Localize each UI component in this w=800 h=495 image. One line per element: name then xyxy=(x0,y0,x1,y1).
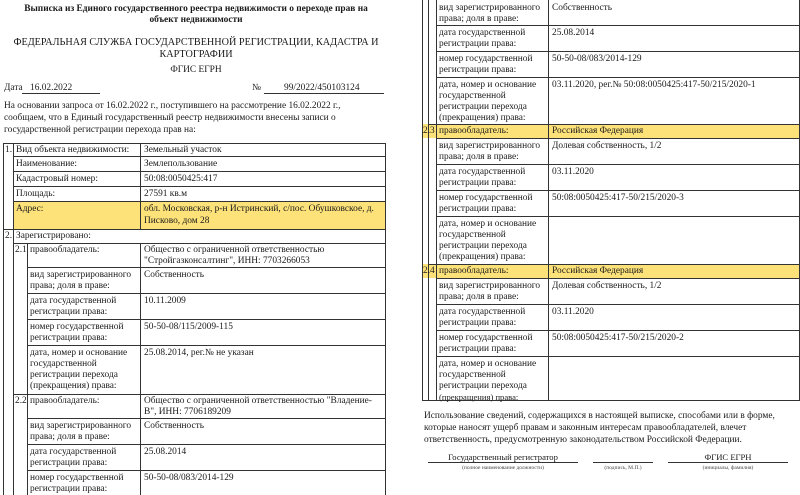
record-2-1-basis-label-line4: (прекращения) права: xyxy=(30,381,117,391)
record-2-1-holder-value-line1: Общество с ограниченной ответственностью xyxy=(144,245,325,255)
number-label: № xyxy=(252,83,261,93)
record-2-4-basis-label-line4: (прекращения) права: xyxy=(439,392,519,402)
record-2-3-holder-label: правообладатель: xyxy=(439,126,509,136)
intro-line3: государственной регистрации перехода прав на: xyxy=(4,125,196,135)
signer-position: Государственный регистратор xyxy=(448,452,558,462)
record-2-3-date-label-line1: дата государственной xyxy=(439,167,526,177)
date-value: 16.02.2022 xyxy=(30,83,73,93)
record-2-4-kind-label-line2: права; доля в праве: xyxy=(439,292,519,302)
signature-caption: (подпись, М.П.) xyxy=(604,465,642,471)
record-2-1-number: 2.1 xyxy=(15,245,27,255)
record-2-3-basis-label-line3: регистрации перехода xyxy=(439,241,527,251)
number-underline xyxy=(264,93,384,94)
record-2-1-holder-value-line2: "Стройгазконсалтинг", ИНН: 7703266053 xyxy=(144,256,310,266)
cont-2-2-basis-label-line1: дата, номер и основание xyxy=(439,80,537,90)
record-2-3-basis-label-line4: (прекращения) права: xyxy=(439,252,526,262)
right-page xyxy=(408,0,800,495)
record-2-1-regnum-value: 50-50-08/115/2009-115 xyxy=(144,322,233,332)
record-2-1-basis-value: 25.08.2014, рег.№ не указан xyxy=(144,348,254,358)
section2-number: 2. xyxy=(5,231,13,241)
address-value-line1: обл. Московская, р-н Истринский, с/пос. Обушковское, д. xyxy=(144,204,374,214)
signer-position-caption: (полное наименование должности) xyxy=(462,465,544,471)
object-type-label: Вид объекта недвижимости: xyxy=(16,145,130,155)
record-2-2-date-label-line1: дата государственной xyxy=(30,447,117,457)
record-2-1-regnum-label-line1: номер государственной xyxy=(30,322,124,332)
record-2-3-basis-label-line2: государственной xyxy=(439,230,506,240)
record-2-1-kind-label-line2: права; доля в праве: xyxy=(30,281,110,291)
cont-2-2-basis-label-line3: регистрации перехода xyxy=(439,102,527,112)
record-2-1-holder-label: правообладатель: xyxy=(30,245,100,255)
record-2-4-kind-value: Долевая собственность, 1/2 xyxy=(552,281,662,291)
footer-notice-line3: ответственность, предусмотренную законодательством Российской Федерации. xyxy=(424,435,742,445)
record-2-4-date-label-line2: регистрации права: xyxy=(439,318,517,328)
cont-2-2-regnum-value: 50-50-08/083/2014-129 xyxy=(552,54,642,64)
record-2-2-kind-value: Собственность xyxy=(144,421,204,431)
cont-2-2-basis-label-line4: (прекращения) права: xyxy=(439,113,526,123)
record-2-1-date-label-line2: регистрации права: xyxy=(30,307,108,317)
system-name: ФГИС ЕГРН xyxy=(170,65,222,75)
signer-system: ФГИС ЕГРН xyxy=(704,452,752,462)
address-label: Адрес: xyxy=(16,204,44,214)
record-2-2-date-label-line2: регистрации права: xyxy=(30,458,108,468)
record-2-2-regnum-value: 50-50-08/083/2014-129 xyxy=(144,473,234,483)
record-2-2-kind-label-line1: вид зарегистрированного xyxy=(30,421,132,431)
intro-line2: сообщаем, что в Единый государственный реестр недвижимости внесены записи о xyxy=(4,113,336,123)
record-2-3-regnum-value: 50:08:0050425:417-50/215/2020-3 xyxy=(552,193,684,203)
record-2-3-kind-label-line2: права; доля в праве: xyxy=(439,152,519,162)
name-label: Наименование: xyxy=(16,159,78,169)
footer-notice-line1: Использование сведений, содержащихся в настоящей выписке, способами или в форме, xyxy=(424,411,775,421)
date-label: Дата xyxy=(4,83,23,93)
name-value: Землепользование xyxy=(144,159,218,169)
record-2-1-regnum-label-line2: регистрации права: xyxy=(30,333,108,343)
cont-2-2-date-value: 25.08.2014 xyxy=(552,28,595,38)
record-2-4-regnum-label-line2: регистрации права: xyxy=(439,344,517,354)
cont-2-2-kind-label-line1: вид зарегистрированного xyxy=(439,3,541,13)
object-type-value: Земельный участок xyxy=(144,145,222,155)
cadastral-label: Кадастровый номер: xyxy=(16,174,98,184)
left-page xyxy=(0,0,392,495)
page-gap xyxy=(392,0,408,495)
footer-notice-line2: которые наносят ущерб правам и законным интересам правообладателей, влечет xyxy=(424,423,747,433)
record-2-1-kind-value: Собственность xyxy=(144,270,204,280)
cont-2-2-basis-label-line2: государственной xyxy=(439,91,506,101)
record-2-2-holder-label: правообладатель: xyxy=(30,396,100,406)
record-2-4-basis-label-line2: государственной xyxy=(439,370,506,380)
record-2-1-date-value: 10.11.2009 xyxy=(144,296,186,306)
record-2-4-date-label-line1: дата государственной xyxy=(439,307,526,317)
record-2-2-kind-label-line2: права; доля в праве: xyxy=(30,432,110,442)
signer-name-line xyxy=(668,462,788,463)
record-2-4-holder-value: Российская Федерация xyxy=(552,266,644,276)
record-2-3-number: 2.3 xyxy=(423,126,435,136)
signature-line xyxy=(593,462,653,463)
record-2-3-kind-value: Долевая собственность, 1/2 xyxy=(552,141,662,151)
record-2-3-regnum-label-line2: регистрации права: xyxy=(439,204,517,214)
record-2-4-date-value: 03.11.2020 xyxy=(552,307,594,317)
record-2-1-basis-label-line2: государственной xyxy=(30,359,97,369)
record-2-3-kind-label-line1: вид зарегистрированного xyxy=(439,141,541,151)
record-2-4-regnum-value: 50:08:0050425:417-50/215/2020-2 xyxy=(552,333,684,343)
number-value: 99/2022/450103124 xyxy=(284,83,360,93)
cadastral-value: 50:08:0050425:417 xyxy=(144,174,218,184)
record-2-4-number: 2.4 xyxy=(423,266,435,276)
date-underline xyxy=(22,93,100,94)
area-label: Площадь: xyxy=(16,189,56,199)
cont-2-2-regnum-label-line2: регистрации права: xyxy=(439,65,517,75)
record-2-3-basis-label-line1: дата, номер и основание xyxy=(439,219,537,229)
record-2-3-date-label-line2: регистрации права: xyxy=(439,178,517,188)
document-title-line1: Выписка из Единого государственного реестра недвижимости о переходе прав на xyxy=(24,4,368,14)
registered-label: Зарегистрировано: xyxy=(16,231,91,241)
record-2-3-regnum-label-line1: номер государственной xyxy=(439,193,533,203)
record-2-4-kind-label-line1: вид зарегистрированного xyxy=(439,281,541,291)
intro-line1: На основании запроса от 16.02.2022 г., поступившего на рассмотрение 16.02.2022 г., xyxy=(4,101,341,111)
signer-position-line xyxy=(428,462,578,463)
signer-name-caption: (инициалы, фамилия) xyxy=(702,465,754,471)
section1-number: 1. xyxy=(5,145,13,155)
cont-2-2-kind-value: Собственность xyxy=(552,3,612,13)
record-2-1-basis-label-line3: регистрации перехода xyxy=(30,370,118,380)
cont-2-2-date-label-line2: регистрации права: xyxy=(439,39,517,49)
document-title-line2: объект недвижимости xyxy=(149,15,243,25)
record-2-1-basis-label-line1: дата, номер и основание xyxy=(30,348,128,358)
cont-2-2-kind-label-line2: права; доля в праве: xyxy=(439,14,519,24)
cont-2-2-regnum-label-line1: номер государственной xyxy=(439,54,533,64)
record-2-1-date-label-line1: дата государственной xyxy=(30,296,117,306)
agency-name-line1: ФЕДЕРАЛЬНАЯ СЛУЖБА ГОСУДАРСТВЕННОЙ РЕГИСТРАЦИИ, КАДАСТРА И xyxy=(13,37,379,48)
address-value-line2: Писково, дом 28 xyxy=(144,216,210,226)
record-2-2-date-value: 25.08.2014 xyxy=(144,447,187,457)
record-2-3-holder-value: Российская Федерация xyxy=(552,126,644,136)
record-2-4-regnum-label-line1: номер государственной xyxy=(439,333,533,343)
record-2-4-holder-label: правообладатель: xyxy=(439,266,509,276)
record-2-2-regnum-label-line1: номер государственной xyxy=(30,473,124,483)
agency-name-line2: КАРТОГРАФИИ xyxy=(159,49,233,60)
area-value: 27591 кв.м xyxy=(144,189,188,199)
cont-2-2-basis-value: 03.11.2020, рег.№ 50:08:0050425:417-50/215/2020-1 xyxy=(552,80,756,90)
record-2-1-kind-label-line1: вид зарегистрированного xyxy=(30,270,132,280)
cont-2-2-date-label-line1: дата государственной xyxy=(439,28,526,38)
record-2-2-number: 2.2 xyxy=(15,396,27,406)
record-2-3-date-value: 03.11.2020 xyxy=(552,167,594,177)
record-2-2-holder-value-line2: В", ИНН: 7706189209 xyxy=(144,407,231,417)
record-2-4-basis-label-line1: дата, номер и основание xyxy=(439,359,537,369)
record-2-2-holder-value-line1: Общество с ограниченной ответственностью "Владение- xyxy=(144,396,372,406)
record-2-2-regnum-label-line2: регистрации права: xyxy=(30,484,108,494)
record-2-4-basis-label-line3: регистрации перехода xyxy=(439,381,527,391)
